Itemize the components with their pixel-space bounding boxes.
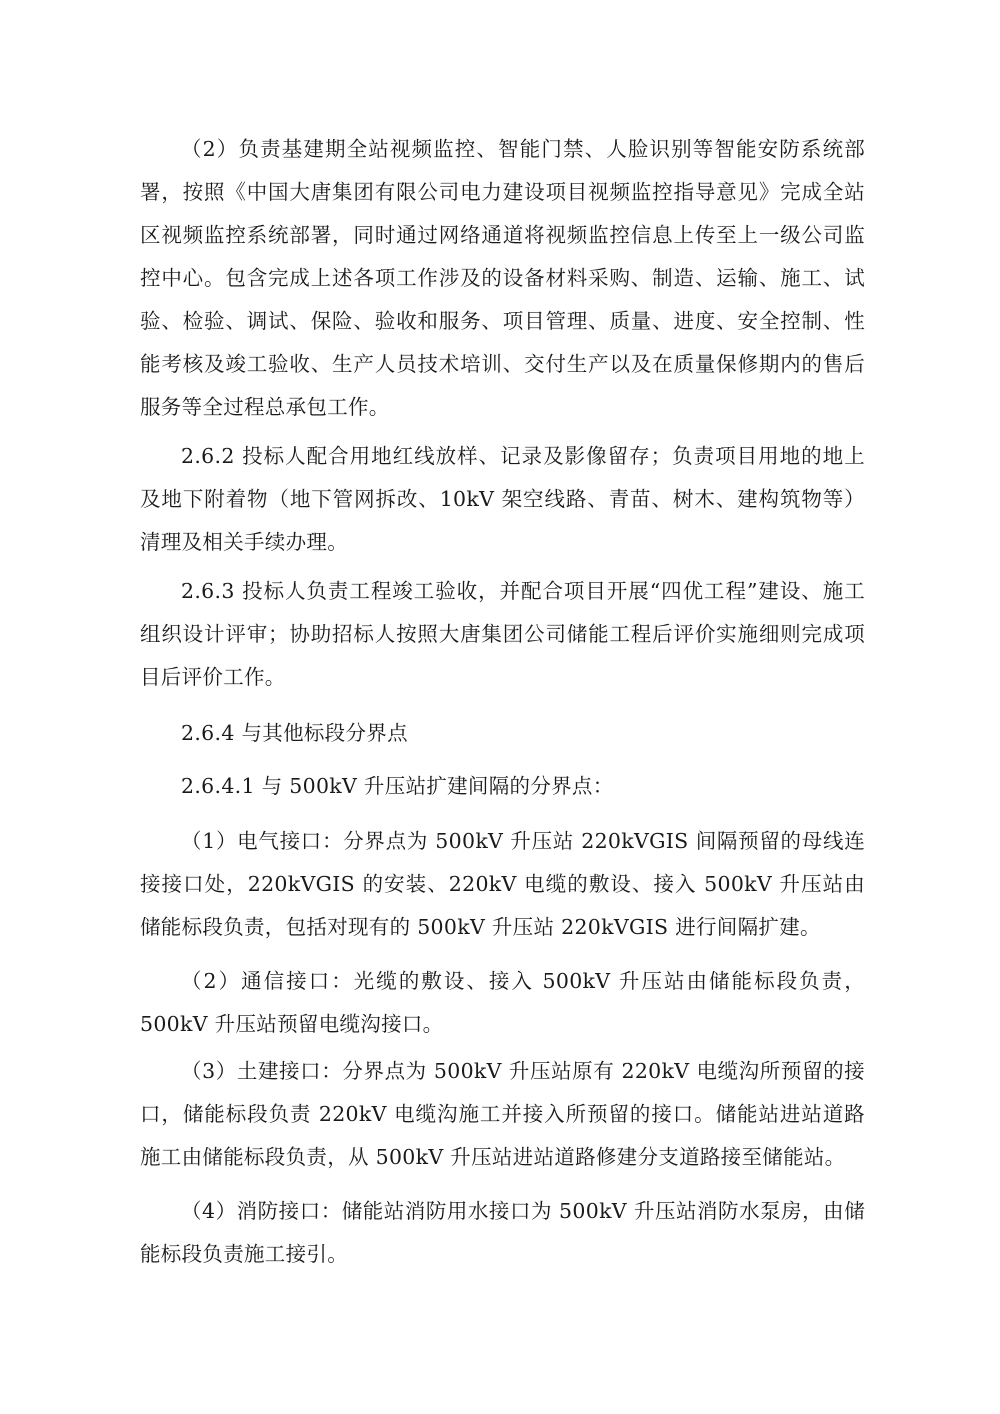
paragraph-communication-interface: （2）通信接口：光缆的敷设、接入 500kV 升压站由储能标段负责，500kV 升压站预留电缆沟接口。 xyxy=(140,969,865,1036)
paragraph-fire-interface: （4）消防接口：储能站消防用水接口为 500kV 升压站消防水泵房，由储能标段负责施工接引。 xyxy=(140,1199,865,1266)
paragraph-security-system: （2）负责基建期全站视频监控、智能门禁、人脸识别等智能安防系统部署，按照《中国大唐集团有限公司电力建设项目视频监控指导意见》完成全站区视频监控系统部署，同时通过网络通道将视频监控信息上传至上一级公司监控中心。包含完成上述各项工作涉及的设备材料采购、制造、运输、施工、试验、检验、调试、保险、验收和服务、项目管理、质量、进度、安全控制、性能考核及竣工验收、生产人员技术培训、交付生产以及在质量保修期内的售后服务等全过程总承包工作。 xyxy=(140,137,865,419)
heading-2-6-4-1: 2.6.4.1 与 500kV 升压站扩建间隔的分界点： xyxy=(181,774,614,798)
paragraph-civil-interface: （3）土建接口：分界点为 500kV 升压站原有 220kV 电缆沟所预留的接口，储能标段负责 220kV 电缆沟施工并接入所预留的接口。储能站进站道路施工由储能标段负责，从 500kV 升压站进站道路修建分支道路接至储能站。 xyxy=(140,1059,865,1169)
paragraph-2-6-3: 2.6.3 投标人负责工程竣工验收，并配合项目开展“四优工程”建设、施工组织设计评审；协助招标人按照大唐集团公司储能工程后评价实施细则完成项目后评价工作。 xyxy=(140,579,865,689)
heading-2-6-4: 2.6.4 与其他标段分界点 xyxy=(181,721,408,745)
paragraph-electrical-interface: （1）电气接口：分界点为 500kV 升压站 220kVGIS 间隔预留的母线连接接口处，220kVGIS 的安装、220kV 电缆的敷设、接入 500kV 升压站由储能标段负责，包括对现有的 500kV 升压站 220kVGIS 进行间隔扩建。 xyxy=(140,829,865,939)
paragraph-2-6-2: 2.6.2 投标人配合用地红线放样、记录及影像留存；负责项目用地的地上及地下附着物（地下管网拆改、10kV 架空线路、青苗、树木、建构筑物等）清理及相关手续办理。 xyxy=(140,444,865,554)
